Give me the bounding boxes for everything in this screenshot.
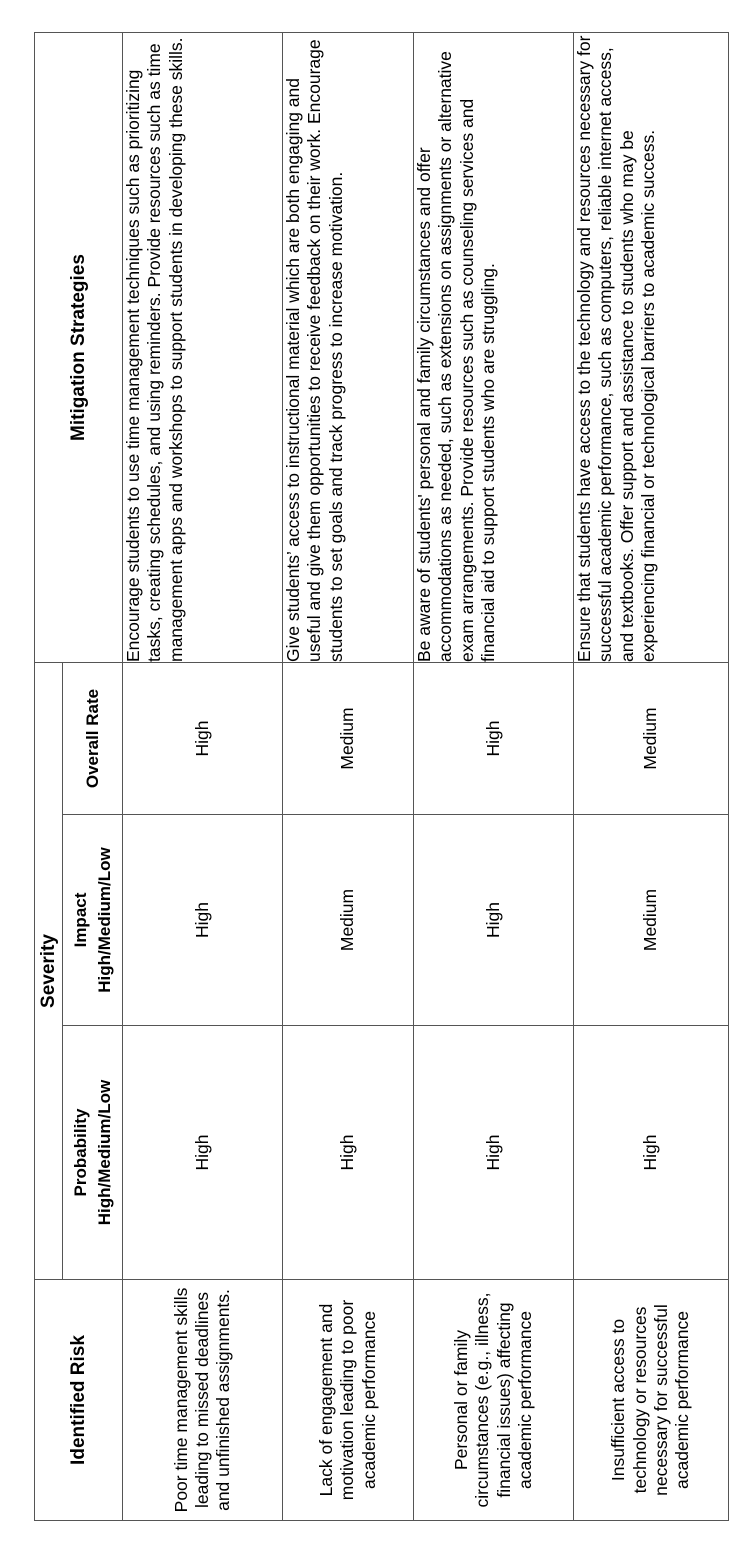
impact-cell: High xyxy=(123,815,283,1026)
risk-assessment-table xyxy=(34,32,729,1521)
header-probability-scale: High/Medium/Low xyxy=(94,1079,114,1226)
impact-cell: Medium xyxy=(574,815,729,1026)
header-impact-title: Impact xyxy=(70,892,90,948)
header-overall-rate: Overall Rate xyxy=(63,663,123,815)
probability-cell: High xyxy=(574,1026,729,1280)
risk-cell: Lack of engagement and motivation leading to poor academic performance xyxy=(283,1280,414,1521)
mitigation-cell: Be aware of students' personal and family circumstances and offer accommodations as needed, such as extensions on assignments or alternative exam arrangements. Provide resources such as counseling services and financial aid to support students who are struggling. xyxy=(414,33,574,663)
table-row xyxy=(283,33,414,1521)
mitigation-cell: Give students’ access to instructional material which are both engaging and useful and give them opportunities to receive feedback on their work. Encourage students to set goals and track progress to increase motivation. xyxy=(283,33,414,663)
table-row xyxy=(414,33,574,1521)
probability-cell: High xyxy=(123,1026,283,1280)
overall-rate-cell: Medium xyxy=(574,663,729,815)
probability-cell: High xyxy=(283,1026,414,1280)
header-severity: Severity xyxy=(35,663,63,1280)
impact-cell: High xyxy=(414,815,574,1026)
table-row xyxy=(574,33,729,1521)
mitigation-cell: Ensure that students have access to the technology and resources necessary for successful academic performance, such as computers, reliable internet access, and textbooks. Offer support and assistance to students who may be experiencing financial or technological barriers to academic success. xyxy=(574,33,729,663)
header-probability-title: Probability xyxy=(70,1108,90,1197)
header-identified-risk: Identified Risk xyxy=(35,1280,123,1521)
risk-cell: Poor time management skills leading to missed deadlines and unfinished assignments. xyxy=(123,1280,283,1521)
header-impact-scale: High/Medium/Low xyxy=(94,847,114,993)
table-row xyxy=(123,33,283,1521)
header-row-top xyxy=(35,33,63,1521)
rotated-document-page xyxy=(34,33,728,1521)
header-probability xyxy=(63,1026,123,1280)
header-mitigation-strategies: Mitigation Strategies xyxy=(35,33,123,663)
overall-rate-cell: Medium xyxy=(283,663,414,815)
impact-cell: Medium xyxy=(283,815,414,1026)
risk-cell: Insufficient access to technology or resources necessary for successful academic performance xyxy=(574,1280,729,1521)
mitigation-cell: Encourage students to use time management techniques such as prioritizing tasks, creating schedules, and using reminders. Provide resources such as time management apps and workshops to support students in developing these skills. xyxy=(123,33,283,663)
overall-rate-cell: High xyxy=(123,663,283,815)
risk-cell: Personal or family circumstances (e.g., illness, financial issues) affecting academic performance xyxy=(414,1280,574,1521)
overall-rate-cell: High xyxy=(414,663,574,815)
probability-cell: High xyxy=(414,1026,574,1280)
header-impact xyxy=(63,815,123,1026)
